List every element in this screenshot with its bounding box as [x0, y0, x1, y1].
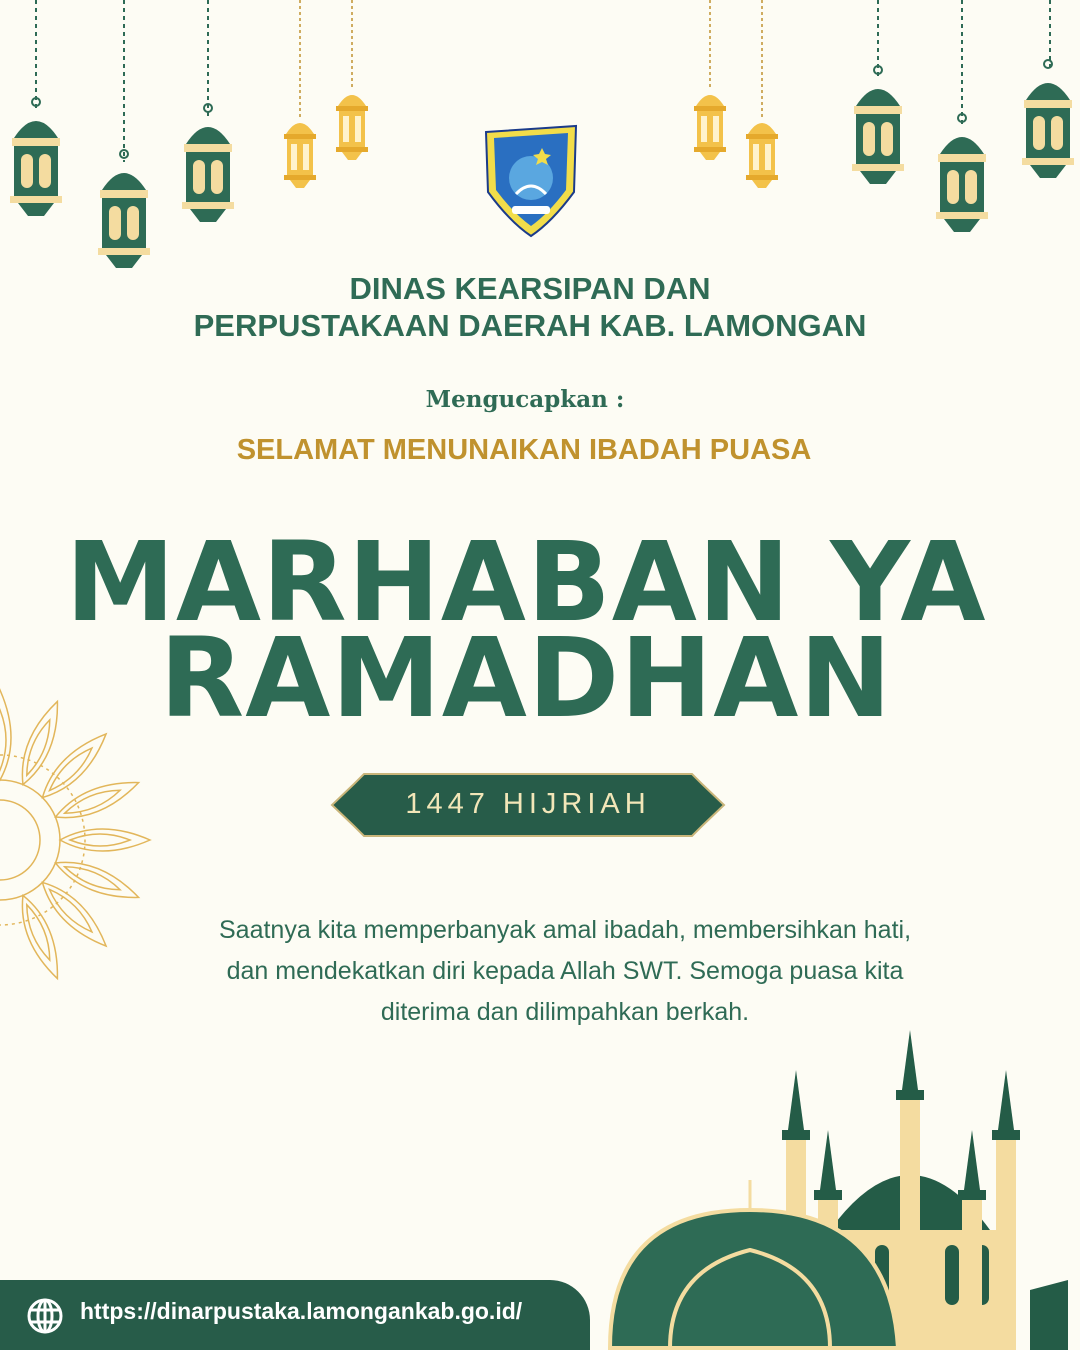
message-paragraph — [150, 910, 980, 1033]
greeting-intro: Mengucapkan : — [425, 386, 625, 413]
headline-line2: RAMADHAN — [159, 614, 893, 742]
globe-icon — [26, 1297, 64, 1335]
minaret — [958, 1130, 986, 1350]
message-line1: Saatnya kita memperbanyak amal ibadah, membersihkan hati, — [218, 916, 912, 944]
message-line3: diterima dan dilimpahkan berkah. — [380, 998, 750, 1026]
lamongan-regency-logo — [482, 122, 580, 240]
mandala-decoration — [0, 680, 155, 1000]
message-line2: dan mendekatkan diri kepada Allah SWT. Semoga puasa kita — [226, 957, 904, 985]
minaret — [992, 1070, 1020, 1350]
greeting-subtitle: SELAMAT MENUNAIKAN IBADAH PUASA — [236, 434, 812, 466]
mosque-illustration — [600, 1030, 1070, 1350]
year-badge-text: 1447 HIJRIAH — [405, 788, 651, 820]
website-url[interactable]: https://dinarpustaka.lamongankab.go.id/ — [80, 1298, 523, 1324]
headline-line1: MARHABAN YA — [65, 518, 987, 646]
organization-name-line2: PERPUSTAKAAN DAERAH KAB. LAMONGAN — [193, 308, 867, 343]
minaret — [896, 1030, 924, 1350]
website-link-bar[interactable] — [0, 1280, 590, 1350]
year-badge — [330, 772, 726, 838]
organization-name-line1: DINAS KEARSIPAN DAN — [349, 271, 711, 306]
